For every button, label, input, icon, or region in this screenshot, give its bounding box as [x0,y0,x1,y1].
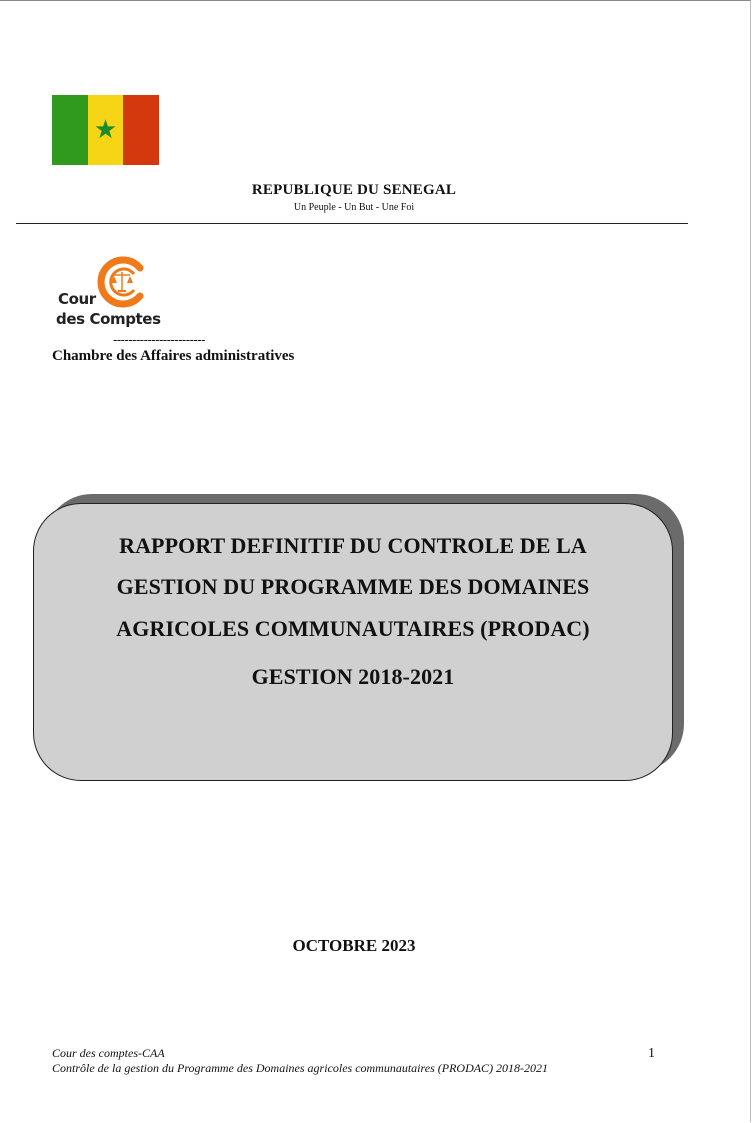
separator-dashes: ------------------------ [113,332,205,347]
logo-text-line2: des Comptes [56,310,161,328]
country-name: REPUBLIQUE DU SENEGAL [251,182,457,198]
page-number: 1 [648,1046,655,1061]
footer-organization: Cour des comptes-CAA [52,1046,165,1060]
report-title-line: GESTION DU PROGRAMME DES DOMAINES [116,574,590,599]
senegal-flag-icon [52,95,159,165]
footer-description: Contrôle de la gestion du Programme des Domaines agricoles communautaires (PRODAC) 2018-2021 [52,1061,549,1075]
scales-of-justice-icon [94,254,150,310]
report-period: GESTION 2018-2021 [251,664,455,689]
national-motto: Un Peuple - Un But - Une Foi [293,202,415,213]
star-icon: ★ [93,115,118,145]
flag-band-red [123,95,159,165]
report-date: OCTOBRE 2023 [292,936,416,955]
chamber-name: Chambre des Affaires administratives [52,348,295,364]
flag-band-yellow [88,95,124,165]
logo-text-line1: Cour [58,290,96,308]
cour-des-comptes-logo [56,254,166,330]
flag-band-green [52,95,88,165]
report-title-line: AGRICOLES COMMUNAUTAIRES (PRODAC) [116,616,590,641]
report-title-line: RAPPORT DEFINITIF DU CONTROLE DE LA [119,533,587,558]
report-title-box [33,503,673,781]
header-divider [16,223,688,224]
